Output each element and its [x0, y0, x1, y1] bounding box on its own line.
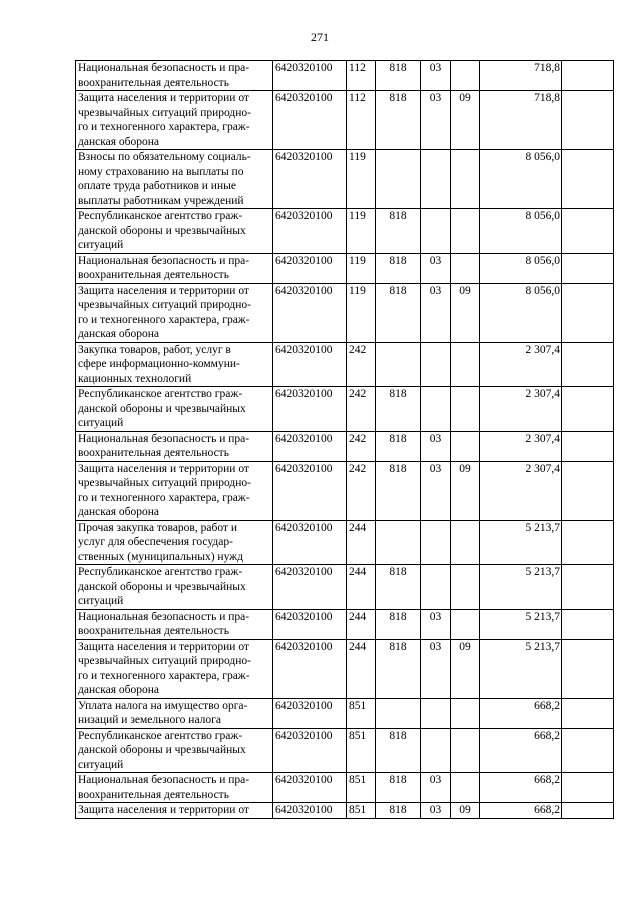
expense-name-line: данская оборона [78, 684, 160, 696]
expense-name-cell [76, 431, 273, 461]
section-cell [421, 698, 451, 728]
extra-cell [562, 565, 614, 610]
subsection-cell: 09 [451, 803, 480, 819]
ministry-code-cell [376, 698, 421, 728]
section-cell: 03 [421, 609, 451, 639]
expense-name-line: данской обороны и чрезвычайных [78, 744, 246, 756]
expense-name-line: го и техногенного характера, граж- [78, 491, 250, 504]
expense-name-line: Национальная безопасность и пра- [78, 610, 250, 623]
expense-name-line: Национальная безопасность и пра- [78, 774, 250, 786]
amount-cell: 5 213,7 [480, 609, 562, 639]
expense-name-line: данская оборона [78, 135, 160, 148]
expense-type-cell: 244 [347, 520, 376, 565]
ministry-code-cell: 818 [376, 283, 421, 342]
expense-type-cell: 244 [347, 609, 376, 639]
expense-name-cell [76, 209, 273, 254]
table-row [76, 520, 614, 565]
expense-name-cell [76, 387, 273, 432]
expense-name-line: Защита населения и территории от [78, 640, 249, 653]
section-cell: 03 [421, 803, 451, 819]
section-cell: 03 [421, 61, 451, 91]
ministry-code-cell [376, 150, 421, 209]
expense-name-line: Взносы по обязательному социаль- [78, 151, 251, 163]
section-cell [421, 565, 451, 610]
table-row [76, 91, 614, 150]
table-row [76, 728, 614, 773]
target-article-cell: 6420320100 [273, 565, 347, 610]
target-article-cell: 6420320100 [273, 520, 347, 565]
expense-name-cell [76, 803, 273, 819]
subsection-cell: 09 [451, 461, 480, 520]
table-row [76, 565, 614, 610]
ministry-code-cell: 818 [376, 728, 421, 773]
amount-cell: 2 307,4 [480, 431, 562, 461]
extra-cell [562, 803, 614, 819]
subsection-cell [451, 773, 480, 803]
expense-name-line: Прочая закупка товаров, работ и [78, 521, 237, 534]
target-article-cell: 6420320100 [273, 61, 347, 91]
ministry-code-cell: 818 [376, 61, 421, 91]
ministry-code-cell: 818 [376, 461, 421, 520]
expense-name-line: Национальная безопасность и пра- [78, 62, 250, 74]
expense-name-line: данская оборона [78, 506, 160, 518]
expense-name-line: услуг для обеспечения государ- [78, 536, 233, 548]
ministry-code-cell: 818 [376, 209, 421, 254]
subsection-cell [451, 150, 480, 209]
target-article-cell: 6420320100 [273, 91, 347, 150]
expense-name-cell [76, 150, 273, 209]
expense-name-line: данской обороны и чрезвычайных [78, 224, 246, 237]
amount-cell: 8 056,0 [480, 283, 562, 342]
target-article-cell: 6420320100 [273, 431, 347, 461]
amount-cell: 8 056,0 [480, 253, 562, 283]
expense-type-cell: 851 [347, 728, 376, 773]
expense-name-cell [76, 639, 273, 698]
expense-name-line: воохранительная деятельность [78, 447, 229, 459]
expense-name-line: го и техногенного характера, граж- [78, 669, 250, 682]
expense-type-cell: 242 [347, 342, 376, 387]
section-cell: 03 [421, 773, 451, 803]
expense-name-line: го и техногенного характера, граж- [78, 313, 250, 326]
ministry-code-cell: 818 [376, 387, 421, 432]
ministry-code-cell: 818 [376, 609, 421, 639]
amount-cell: 5 213,7 [480, 520, 562, 565]
ministry-code-cell: 818 [376, 803, 421, 819]
extra-cell [562, 461, 614, 520]
amount-cell: 668,2 [480, 773, 562, 803]
expense-type-cell: 244 [347, 639, 376, 698]
target-article-cell: 6420320100 [273, 150, 347, 209]
expense-type-cell: 851 [347, 698, 376, 728]
expense-name-line: Республиканское агентство граж- [78, 566, 243, 578]
expense-name-cell [76, 253, 273, 283]
target-article-cell: 6420320100 [273, 342, 347, 387]
section-cell [421, 209, 451, 254]
section-cell [421, 150, 451, 209]
section-cell: 03 [421, 431, 451, 461]
table-row [76, 342, 614, 387]
expense-name-cell [76, 565, 273, 610]
budget-table [75, 60, 614, 819]
ministry-code-cell: 818 [376, 639, 421, 698]
subsection-cell: 09 [451, 639, 480, 698]
expense-type-cell: 119 [347, 209, 376, 254]
target-article-cell: 6420320100 [273, 283, 347, 342]
expense-name-line: выплаты работникам учреждений [78, 194, 244, 207]
expense-name-line: воохранительная деятельность [78, 269, 229, 281]
expense-type-cell: 244 [347, 565, 376, 610]
amount-cell: 718,8 [480, 61, 562, 91]
expense-name-line: кационных технологий [78, 372, 192, 385]
expense-name-line: Защита населения и территории от [78, 462, 249, 475]
expense-name-cell [76, 520, 273, 565]
section-cell [421, 342, 451, 387]
extra-cell [562, 150, 614, 209]
expense-name-line: низаций и земельного налога [78, 714, 221, 726]
expense-type-cell: 242 [347, 387, 376, 432]
expense-type-cell: 119 [347, 150, 376, 209]
section-cell: 03 [421, 283, 451, 342]
expense-type-cell: 851 [347, 803, 376, 819]
ministry-code-cell: 818 [376, 565, 421, 610]
extra-cell [562, 520, 614, 565]
amount-cell: 668,2 [480, 698, 562, 728]
table-row [76, 461, 614, 520]
subsection-cell [451, 342, 480, 387]
extra-cell [562, 639, 614, 698]
expense-name-cell [76, 728, 273, 773]
subsection-cell [451, 253, 480, 283]
subsection-cell [451, 609, 480, 639]
table-row [76, 61, 614, 91]
subsection-cell [451, 431, 480, 461]
expense-name-line: воохранительная деятельность [78, 625, 229, 637]
expense-type-cell: 851 [347, 773, 376, 803]
expense-name-line: Республиканское агентство граж- [78, 210, 243, 222]
ministry-code-cell: 818 [376, 91, 421, 150]
extra-cell [562, 342, 614, 387]
expense-name-line: данская оборона [78, 328, 160, 340]
amount-cell: 2 307,4 [480, 387, 562, 432]
extra-cell [562, 209, 614, 254]
table-body [76, 61, 614, 819]
subsection-cell: 09 [451, 283, 480, 342]
subsection-cell [451, 520, 480, 565]
ministry-code-cell: 818 [376, 253, 421, 283]
table-row [76, 387, 614, 432]
target-article-cell: 6420320100 [273, 253, 347, 283]
expense-name-cell [76, 283, 273, 342]
extra-cell [562, 61, 614, 91]
expense-name-line: чрезвычайных ситуаций природно- [78, 299, 252, 311]
target-article-cell: 6420320100 [273, 209, 347, 254]
subsection-cell: 09 [451, 91, 480, 150]
target-article-cell: 6420320100 [273, 803, 347, 819]
expense-name-line: чрезвычайных ситуаций природно- [78, 477, 252, 489]
amount-cell: 5 213,7 [480, 565, 562, 610]
subsection-cell [451, 387, 480, 432]
expense-name-cell [76, 698, 273, 728]
amount-cell: 8 056,0 [480, 150, 562, 209]
expense-name-line: данской обороны и чрезвычайных [78, 580, 246, 593]
expense-type-cell: 119 [347, 253, 376, 283]
target-article-cell: 6420320100 [273, 639, 347, 698]
amount-cell: 2 307,4 [480, 461, 562, 520]
expense-type-cell: 119 [347, 283, 376, 342]
table-row [76, 698, 614, 728]
ministry-code-cell: 818 [376, 431, 421, 461]
target-article-cell: 6420320100 [273, 773, 347, 803]
expense-type-cell: 112 [347, 91, 376, 150]
target-article-cell: 6420320100 [273, 728, 347, 773]
extra-cell [562, 431, 614, 461]
table-row [76, 253, 614, 283]
expense-name-cell [76, 461, 273, 520]
ministry-code-cell [376, 342, 421, 387]
amount-cell: 5 213,7 [480, 639, 562, 698]
table-row [76, 150, 614, 209]
amount-cell: 8 056,0 [480, 209, 562, 254]
expense-name-line: ситуаций [78, 758, 124, 771]
target-article-cell: 6420320100 [273, 609, 347, 639]
expense-name-line: ситуаций [78, 417, 124, 429]
table-row [76, 639, 614, 698]
expense-name-line: ситуаций [78, 595, 124, 607]
expense-name-line: ному страхованию на выплаты по [78, 165, 244, 178]
expense-type-cell: 242 [347, 431, 376, 461]
table-row [76, 209, 614, 254]
expense-name-line: воохранительная деятельность [78, 76, 229, 89]
expense-name-line: Национальная безопасность и пра- [78, 432, 250, 445]
extra-cell [562, 283, 614, 342]
expense-type-cell: 112 [347, 61, 376, 91]
section-cell [421, 387, 451, 432]
amount-cell: 2 307,4 [480, 342, 562, 387]
subsection-cell [451, 61, 480, 91]
section-cell: 03 [421, 461, 451, 520]
expense-name-line: ственных (муниципальных) нужд [78, 550, 243, 563]
expense-name-line: чрезвычайных ситуаций природно- [78, 106, 252, 119]
ministry-code-cell [376, 520, 421, 565]
expense-name-line: Национальная безопасность и пра- [78, 254, 250, 267]
subsection-cell [451, 565, 480, 610]
extra-cell [562, 698, 614, 728]
amount-cell: 718,8 [480, 91, 562, 150]
subsection-cell [451, 209, 480, 254]
amount-cell: 668,2 [480, 728, 562, 773]
section-cell [421, 728, 451, 773]
expense-name-line: Уплата налога на имущество орга- [78, 699, 248, 712]
expense-name-line: Защита населения и территории от [78, 804, 249, 816]
subsection-cell [451, 698, 480, 728]
table-row [76, 283, 614, 342]
ministry-code-cell: 818 [376, 773, 421, 803]
expense-name-line: Республиканское агентство граж- [78, 729, 243, 742]
expense-type-cell: 242 [347, 461, 376, 520]
expense-name-line: Республиканское агентство граж- [78, 388, 243, 400]
section-cell [421, 520, 451, 565]
target-article-cell: 6420320100 [273, 461, 347, 520]
expense-name-cell [76, 91, 273, 150]
table-row [76, 803, 614, 819]
expense-name-line: данской обороны и чрезвычайных [78, 402, 246, 415]
extra-cell [562, 728, 614, 773]
target-article-cell: 6420320100 [273, 387, 347, 432]
expense-name-cell [76, 609, 273, 639]
expense-name-line: го и техногенного характера, граж- [78, 121, 250, 133]
extra-cell [562, 773, 614, 803]
expense-name-cell [76, 773, 273, 803]
extra-cell [562, 387, 614, 432]
expense-name-cell [76, 342, 273, 387]
expense-name-line: сфере информационно-коммуни- [78, 358, 240, 370]
target-article-cell: 6420320100 [273, 698, 347, 728]
expense-name-line: ситуаций [78, 239, 124, 251]
expense-name-cell [76, 61, 273, 91]
expense-name-line: воохранительная деятельность [78, 788, 229, 801]
section-cell: 03 [421, 91, 451, 150]
section-cell: 03 [421, 639, 451, 698]
expense-name-line: оплате труда работников и иные [78, 180, 236, 192]
expense-name-line: Закупка товаров, работ, услуг в [78, 343, 231, 356]
extra-cell [562, 91, 614, 150]
table-row [76, 431, 614, 461]
expense-name-line: чрезвычайных ситуаций природно- [78, 655, 252, 667]
extra-cell [562, 253, 614, 283]
page-number: 271 [311, 30, 329, 44]
extra-cell [562, 609, 614, 639]
expense-name-line: Защита населения и территории от [78, 92, 249, 104]
amount-cell: 668,2 [480, 803, 562, 819]
table-row [76, 609, 614, 639]
section-cell: 03 [421, 253, 451, 283]
expense-name-line: Защита населения и территории от [78, 284, 249, 297]
table-row [76, 773, 614, 803]
subsection-cell [451, 728, 480, 773]
